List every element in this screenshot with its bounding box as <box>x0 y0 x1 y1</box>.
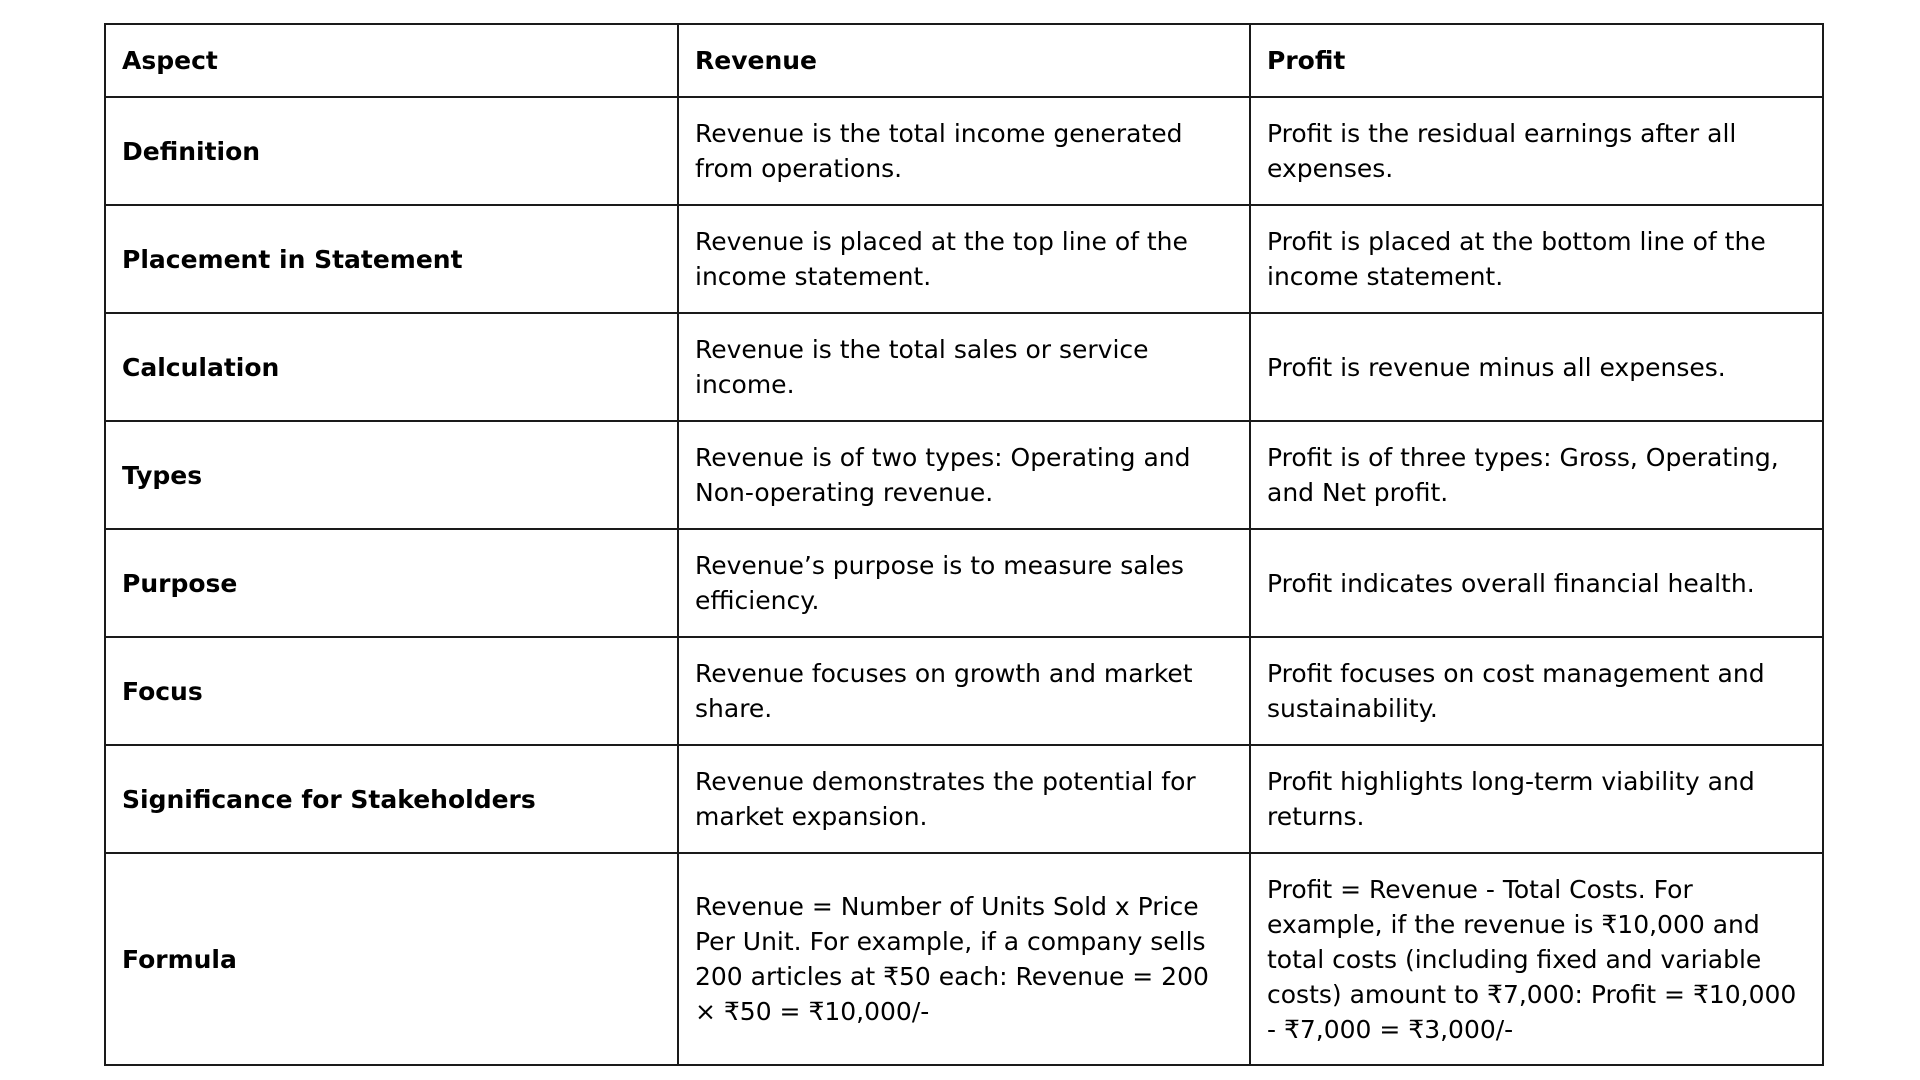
table-row <box>105 745 1823 853</box>
aspect-cell: Definition <box>105 97 678 205</box>
aspect-cell: Placement in Statement <box>105 205 678 313</box>
profit-cell: Profit highlights long-term viability and returns. <box>1250 745 1823 853</box>
profit-cell: Profit indicates overall financial health. <box>1250 529 1823 637</box>
aspect-cell: Calculation <box>105 313 678 421</box>
revenue-cell: Revenue demonstrates the potential for market expansion. <box>678 745 1250 853</box>
table-row <box>105 853 1823 1065</box>
table-row <box>105 205 1823 313</box>
header-aspect: Aspect <box>105 24 678 97</box>
profit-cell: Profit = Revenue - Total Costs. For example, if the revenue is ₹10,000 and total costs (including fixed and variable costs) amount to ₹7,000: Profit = ₹10,000 - ₹7,000 = ₹3,000/- <box>1250 853 1823 1065</box>
revenue-cell: Revenue is of two types: Operating and Non-operating revenue. <box>678 421 1250 529</box>
aspect-cell: Formula <box>105 853 678 1065</box>
profit-cell: Profit is the residual earnings after all expenses. <box>1250 97 1823 205</box>
comparison-table <box>104 23 1824 1066</box>
revenue-cell: Revenue is placed at the top line of the income statement. <box>678 205 1250 313</box>
table-row <box>105 637 1823 745</box>
revenue-cell: Revenue focuses on growth and market share. <box>678 637 1250 745</box>
header-row <box>105 24 1823 97</box>
table-row <box>105 313 1823 421</box>
table-row <box>105 421 1823 529</box>
revenue-cell: Revenue is the total income generated from operations. <box>678 97 1250 205</box>
aspect-cell: Types <box>105 421 678 529</box>
profit-cell: Profit is of three types: Gross, Operating, and Net profit. <box>1250 421 1823 529</box>
aspect-cell: Purpose <box>105 529 678 637</box>
revenue-cell: Revenue is the total sales or service income. <box>678 313 1250 421</box>
aspect-cell: Significance for Stakeholders <box>105 745 678 853</box>
header-profit: Profit <box>1250 24 1823 97</box>
profit-cell: Profit focuses on cost management and sustainability. <box>1250 637 1823 745</box>
profit-cell: Profit is placed at the bottom line of the income statement. <box>1250 205 1823 313</box>
revenue-cell: Revenue’s purpose is to measure sales efficiency. <box>678 529 1250 637</box>
aspect-cell: Focus <box>105 637 678 745</box>
header-revenue: Revenue <box>678 24 1250 97</box>
table-row <box>105 97 1823 205</box>
table-row <box>105 529 1823 637</box>
profit-cell: Profit is revenue minus all expenses. <box>1250 313 1823 421</box>
revenue-cell: Revenue = Number of Units Sold x Price Per Unit. For example, if a company sells 200 articles at ₹50 each: Revenue = 200 × ₹50 = ₹10,000/- <box>678 853 1250 1065</box>
